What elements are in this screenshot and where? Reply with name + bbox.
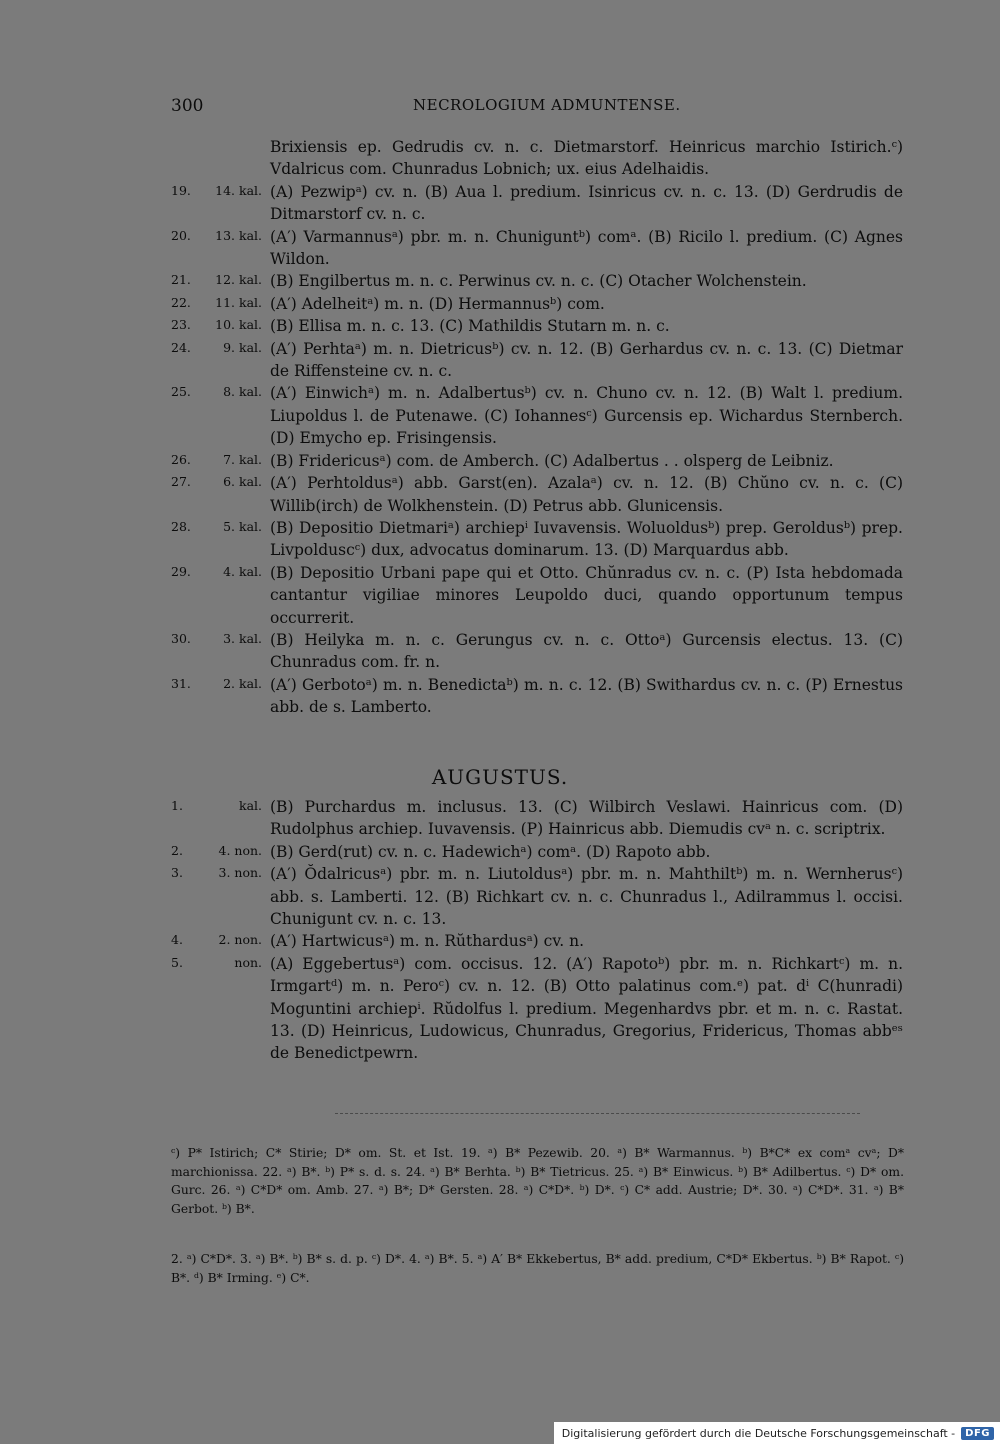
page-number: 300 bbox=[171, 96, 204, 116]
list-item bbox=[0, 629, 1000, 674]
list-item bbox=[0, 517, 1000, 562]
entry-day: 2. non. bbox=[218, 932, 262, 948]
continuation-entry bbox=[0, 136, 1000, 181]
entry-number: 3. bbox=[171, 865, 183, 881]
section-title: AUGUSTUS. bbox=[431, 765, 569, 789]
list-item bbox=[0, 863, 1000, 930]
list-item bbox=[0, 315, 1000, 337]
list-item bbox=[0, 450, 1000, 472]
list-item bbox=[0, 226, 1000, 271]
list-item bbox=[0, 270, 1000, 292]
entry-day: 3. non. bbox=[218, 865, 262, 881]
entry-number: 30. bbox=[171, 630, 191, 646]
entry-text: (A′) Gerbotoᵃ) m. n. Benedictaᵇ) m. n. c. 12. (B) Swithardus cv. n. c. (P) Ernestus abb. de s. Lamberto. bbox=[270, 675, 903, 717]
list-item bbox=[0, 293, 1000, 315]
entry-day: 3. kal. bbox=[223, 630, 262, 646]
list-item bbox=[0, 796, 1000, 841]
entry-day: 6. kal. bbox=[223, 474, 262, 490]
entry-day: 4. non. bbox=[218, 842, 262, 858]
entry-text: (B) Purchardus m. inclusus. 13. (C) Wilbirch Veslawi. Hainricus com. (D) Rudolphus archiep. Iuvavensis. (P) Hainricus abb. Diemudis cvᵃ n. c. scriptrix. bbox=[270, 798, 903, 839]
entry-day: non. bbox=[234, 954, 262, 970]
entry-text: (B) Ellisa m. n. c. 13. (C) Mathildis Stutarn m. n. c. bbox=[270, 317, 670, 336]
entry-number: 27. bbox=[171, 474, 191, 490]
entry-text: (B) Fridericusᵃ) com. de Amberch. (C) Adalbertus . . olsperg de Leibniz. bbox=[270, 451, 834, 470]
entry-number: 5. bbox=[171, 954, 183, 970]
running-head: NECROLOGIUM ADMUNTENSE. bbox=[413, 96, 681, 114]
entry-day: 4. kal. bbox=[223, 563, 262, 579]
entry-day: 10. kal. bbox=[215, 317, 262, 333]
dfg-logo: DFG bbox=[961, 1427, 994, 1440]
entry-number: 31. bbox=[171, 675, 191, 691]
entry-text: (A′) Varmannusᵃ) pbr. m. n. Chuniguntᵇ) comᵃ. (B) Ricilo l. predium. (C) Agnes Wildon. bbox=[270, 227, 903, 269]
entry-text: (A) Pezwipᵃ) cv. n. (B) Aua l. predium. Isinricus cv. n. c. 13. (D) Gerdrudis de Ditmarstorf cv. n. c. bbox=[270, 182, 903, 224]
footer-text: Digitalisierung gefördert durch die Deutsche Forschungsgemeinschaft - bbox=[561, 1426, 956, 1440]
entry-text: (B) Depositio Urbani pape qui et Otto. Chŭnradus cv. n. c. (P) Ista hebdomada cantantur vigiliae minores Leupoldo duci, quando opportunum tempus occurrerit. bbox=[270, 563, 903, 627]
entry-text: (A′) Adelheitᵃ) m. n. (D) Hermannusᵇ) com. bbox=[270, 294, 605, 313]
entry-number: 28. bbox=[171, 518, 191, 534]
list-item bbox=[0, 674, 1000, 719]
entry-number: 19. bbox=[171, 182, 191, 198]
entry-number: 26. bbox=[171, 451, 191, 467]
entry-day: 14. kal. bbox=[215, 182, 262, 198]
entry-day: 7. kal. bbox=[223, 451, 262, 467]
entry-day: 13. kal. bbox=[215, 227, 262, 243]
entry-number: 1. bbox=[171, 798, 183, 813]
page-header bbox=[0, 96, 1000, 120]
entry-day: 8. kal. bbox=[223, 384, 262, 400]
entry-number: 20. bbox=[171, 227, 191, 243]
entry-text: (A′) Perhtoldusᵃ) abb. Garst(en). Azalaᵃ) cv. n. 12. (B) Chŭno cv. n. c. (C) Willib(irch) de Wolkhenstein. (D) Petrus abb. Glunicensis. bbox=[270, 474, 903, 515]
entry-number: 4. bbox=[171, 932, 183, 948]
entry-number: 25. bbox=[171, 384, 191, 400]
list-item bbox=[0, 338, 1000, 383]
entry-text: (B) Gerd(rut) cv. n. c. Hadewichᵃ) comᵃ. (D) Rapoto abb. bbox=[270, 842, 711, 861]
entry-number: 24. bbox=[171, 339, 191, 355]
list-item bbox=[0, 382, 1000, 449]
list-item bbox=[0, 472, 1000, 517]
entry-day: 2. kal. bbox=[223, 675, 262, 691]
july-entries bbox=[0, 136, 1000, 719]
entry-text: (B) Engilbertus m. n. c. Perwinus cv. n. c. (C) Otacher Wolchenstein. bbox=[270, 272, 807, 291]
funding-footer bbox=[554, 1422, 1000, 1444]
list-item bbox=[0, 562, 1000, 629]
entry-day: 9. kal. bbox=[223, 339, 262, 355]
entry-number: 23. bbox=[171, 317, 191, 333]
entry-text: (A′) Ŏdalricusᵃ) pbr. m. n. Liutoldusᵃ) pbr. m. n. Mahthiltᵇ) m. n. Wernherusᶜ) abb. s. Lamberti. 12. (B) Richkart cv. n. c. Chunradus l., Adilrammus l. occisi. Chunigunt cv. n. c. 13. bbox=[270, 865, 903, 929]
footnotes-july: ᶜ) P* Istirich; C* Stirie; D* om. St. et Ist. 19. ᵃ) B* Pezewib. 20. ᵃ) B* Warmannus. ᵇ) B*C* ex comᵃ cvᵃ; D* marchionissa. 22. ᵃ) B*. ᵇ) P* s. d. s. 24. ᵃ) B* Berhta. ᵇ) B* Tietricus. 25. ᵃ) B* Einwicus. ᵇ) B* Adilbertus. ᶜ) D* om. Gurc. 26. ᵃ) C*D* om. Amb. 27. ᵃ) B*; D* Gersten. 28. ᵃ) C*D*. ᵇ) D*. ᶜ) C* add. Austrie; D*. 30. ᵃ) C*D*. 31. ᵃ) B* Gerbot. ᵇ) B*. bbox=[171, 1146, 904, 1217]
entry-text: Brixiensis ep. Gedrudis cv. n. c. Dietmarstorf. Heinricus marchio Istirich.ᶜ) Vdalricus com. Chunradus Lobnich; ux. eius Adelhaidis. bbox=[270, 138, 903, 179]
entry-number: 29. bbox=[171, 563, 191, 579]
august-entries bbox=[0, 796, 1000, 1065]
list-item bbox=[0, 841, 1000, 863]
entry-text: (A′) Hartwicusᵃ) m. n. Rŭthardusᵃ) cv. n. bbox=[270, 932, 585, 951]
entry-number: 2. bbox=[171, 842, 183, 858]
divider bbox=[335, 1113, 860, 1115]
entry-day: 12. kal. bbox=[215, 272, 262, 288]
entry-number: 22. bbox=[171, 294, 191, 310]
entry-text: (B) Heilyka m. n. c. Gerungus cv. n. c. Ottoᵃ) Gurcensis electus. 13. (C) Chunradus com. fr. n. bbox=[270, 630, 903, 672]
entry-day: kal. bbox=[239, 798, 262, 813]
entry-day: 5. kal. bbox=[223, 518, 262, 534]
entry-day: 11. kal. bbox=[215, 294, 262, 310]
footnotes-august: 2. ᵃ) C*D*. 3. ᵃ) B*. ᵇ) B* s. d. p. ᶜ) D*. 4. ᵃ) B*. 5. ᵃ) A′ B* Ekkebertus, B* add. predium, C*D* Ekbertus. ᵇ) B* Rapot. ᶜ) B*. ᵈ) B* Irming. ᵉ) C*. bbox=[171, 1252, 904, 1285]
list-item bbox=[0, 181, 1000, 226]
entry-text: (A′) Perhtaᵃ) m. n. Dietricusᵇ) cv. n. 12. (B) Gerhardus cv. n. c. 13. (C) Dietmar de Riffensteine cv. n. c. bbox=[270, 339, 903, 381]
list-item bbox=[0, 953, 1000, 1065]
entry-text: (B) Depositio Dietmariᵃ) archiepⁱ Iuvavensis. Woluoldusᵇ) prep. Geroldusᵇ) prep. Livpolduscᶜ) dux, advocatus dominarum. 13. (D) Marquardus abb. bbox=[270, 518, 903, 560]
list-item bbox=[0, 930, 1000, 952]
entry-number: 21. bbox=[171, 272, 191, 288]
entry-text: (A′) Einwichᵃ) m. n. Adalbertusᵇ) cv. n. Chuno cv. n. 12. (B) Walt l. predium. Liupoldus l. de Putenawe. (C) Iohannesᶜ) Gurcensis ep. Wichardus Sternberch. (D) Emycho ep. Frisingensis. bbox=[270, 384, 903, 448]
entry-text: (A) Eggebertusᵃ) com. occisus. 12. (A′) Rapotoᵇ) pbr. m. n. Richkartᶜ) m. n. Irmgartᵈ) m. n. Peroᶜ) cv. n. 12. (B) Otto palatinus com.ᵉ) pat. dⁱ C(hunradi) Moguntini archiepⁱ. Rŭdolfus l. predium. Megenhardvs pbr. et m. n. c. Rastat. 13. (D) Heinricus, Ludowicus, Chunradus, Gregorius, Fridericus, Thomas abbᵉˢ de Benedictpewrn. bbox=[270, 954, 903, 1063]
